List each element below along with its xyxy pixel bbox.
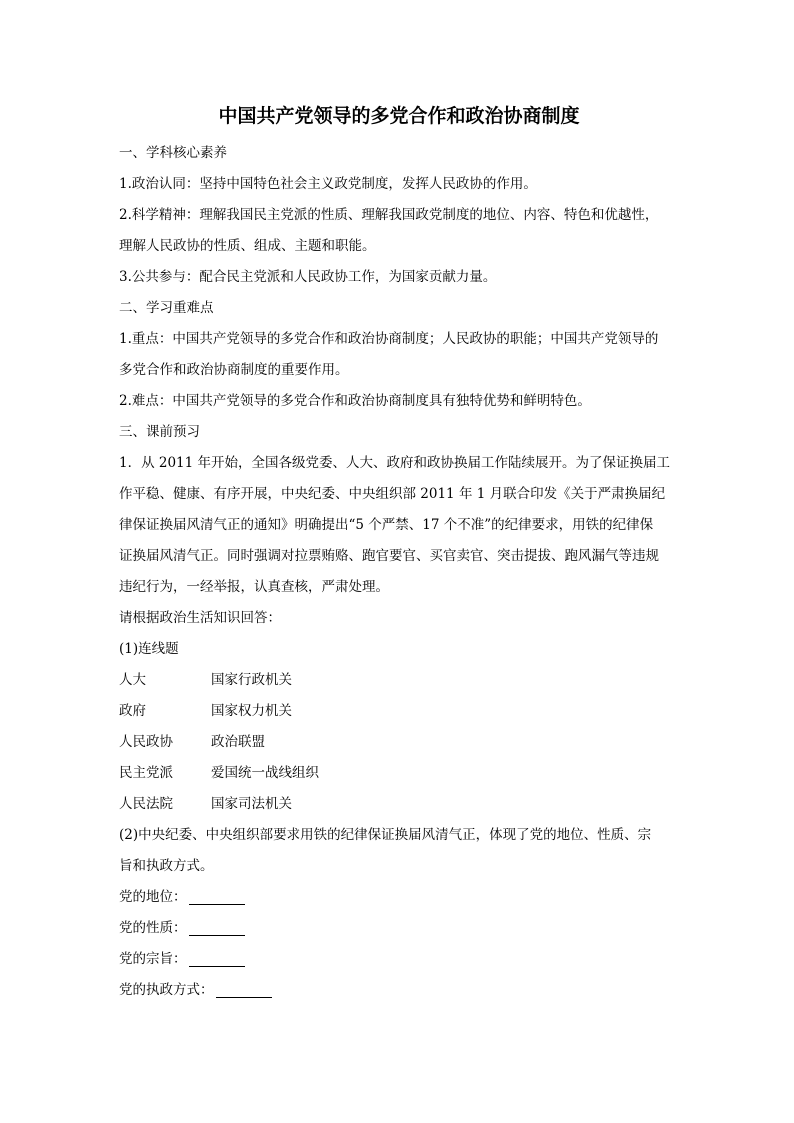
paragraph-difficult-point: 2.难点：中国共产党领导的多党合作和政治协商制度具有独特优势和鲜明特色。 [119, 393, 591, 409]
answer-party-governing-mode [119, 975, 679, 1006]
matching-row [119, 696, 679, 727]
question-1-sub1-label: (1)连线题 [119, 641, 179, 657]
answer-party-nature [119, 913, 679, 944]
matching-right-item: 政治联盟 [211, 734, 265, 750]
paragraph-key-point-line1: 1.重点：中国共产党领导的多党合作和政治协商制度；人民政协的职能；中国共产党领导的 [119, 331, 659, 347]
matching-row [119, 665, 679, 696]
paragraph-scientific-spirit-line1: 2.科学精神：理解我国民主党派的性质、理解我国政党制度的地位、内容、特色和优越性， [119, 207, 659, 223]
answer-blank[interactable] [216, 981, 272, 998]
section-heading-core-literacy: 一、学科核心素养 [119, 145, 227, 161]
answer-party-purpose [119, 944, 679, 975]
matching-left-item: 人大 [119, 672, 146, 688]
matching-row [119, 727, 679, 758]
matching-left-item: 人民法院 [119, 796, 173, 812]
matching-row [119, 789, 679, 820]
matching-right-item: 国家行政机关 [211, 672, 292, 688]
question-1-line5: 违纪行为，一经举报，认真查核，严肃处理。 [119, 579, 389, 595]
document-body [119, 101, 679, 1006]
matching-right-item: 爱国统一战线组织 [211, 765, 319, 781]
document-title: 中国共产党领导的多党合作和政治协商制度 [218, 105, 580, 127]
matching-left-item: 政府 [119, 703, 146, 719]
answer-blank[interactable] [189, 950, 245, 967]
matching-right-item: 国家权力机关 [211, 703, 292, 719]
answer-party-status [119, 882, 679, 913]
answer-label: 党的地位： [119, 889, 187, 905]
section-heading-preview: 三、课前预习 [119, 424, 200, 440]
question-1-prompt: 请根据政治生活知识回答： [119, 610, 281, 626]
answer-blank[interactable] [189, 888, 245, 905]
answer-label: 党的执政方式： [119, 982, 214, 998]
question-1-line2: 作平稳、健康、有序开展，中央纪委、中央组织部 2011 年 1 月联合印发《关于严肃换届纪 [119, 486, 666, 502]
paragraph-public-participation: 3.公共参与：配合民主党派和人民政协工作，为国家贡献力量。 [119, 269, 497, 285]
question-1-line3: 律保证换届风清气正的通知》明确提出“5 个严禁、17 个不准”的纪律要求，用铁的纪律保 [119, 517, 654, 533]
matching-left-item: 民主党派 [119, 765, 173, 781]
question-1-sub2-line1: (2)中央纪委、中央组织部要求用铁的纪律保证换届风清气正，体现了党的地位、性质、宗 [119, 827, 652, 843]
question-1-line4: 证换届风清气正。同时强调对拉票贿赂、跑官要官、买官卖官、突击提拔、跑风漏气等违规 [119, 548, 659, 564]
matching-left-item: 人民政协 [119, 734, 173, 750]
question-1-line1: 1．从 2011 年开始，全国各级党委、人大、政府和政协换届工作陆续展开。为了保证换届工 [119, 455, 671, 471]
paragraph-key-point-line2: 多党合作和政治协商制度的重要作用。 [119, 362, 349, 378]
answer-blank[interactable] [189, 919, 245, 936]
paragraph-scientific-spirit-line2: 理解人民政协的性质、组成、主题和职能。 [119, 238, 376, 254]
section-heading-key-points: 二、学习重难点 [119, 300, 214, 316]
matching-right-item: 国家司法机关 [211, 796, 292, 812]
answer-label: 党的性质： [119, 920, 187, 936]
paragraph-political-identity: 1.政治认同：坚持中国特色社会主义政党制度，发挥人民政协的作用。 [119, 176, 537, 192]
matching-row [119, 758, 679, 789]
answer-label: 党的宗旨： [119, 951, 187, 967]
question-1-sub2-line2: 旨和执政方式。 [119, 858, 214, 874]
